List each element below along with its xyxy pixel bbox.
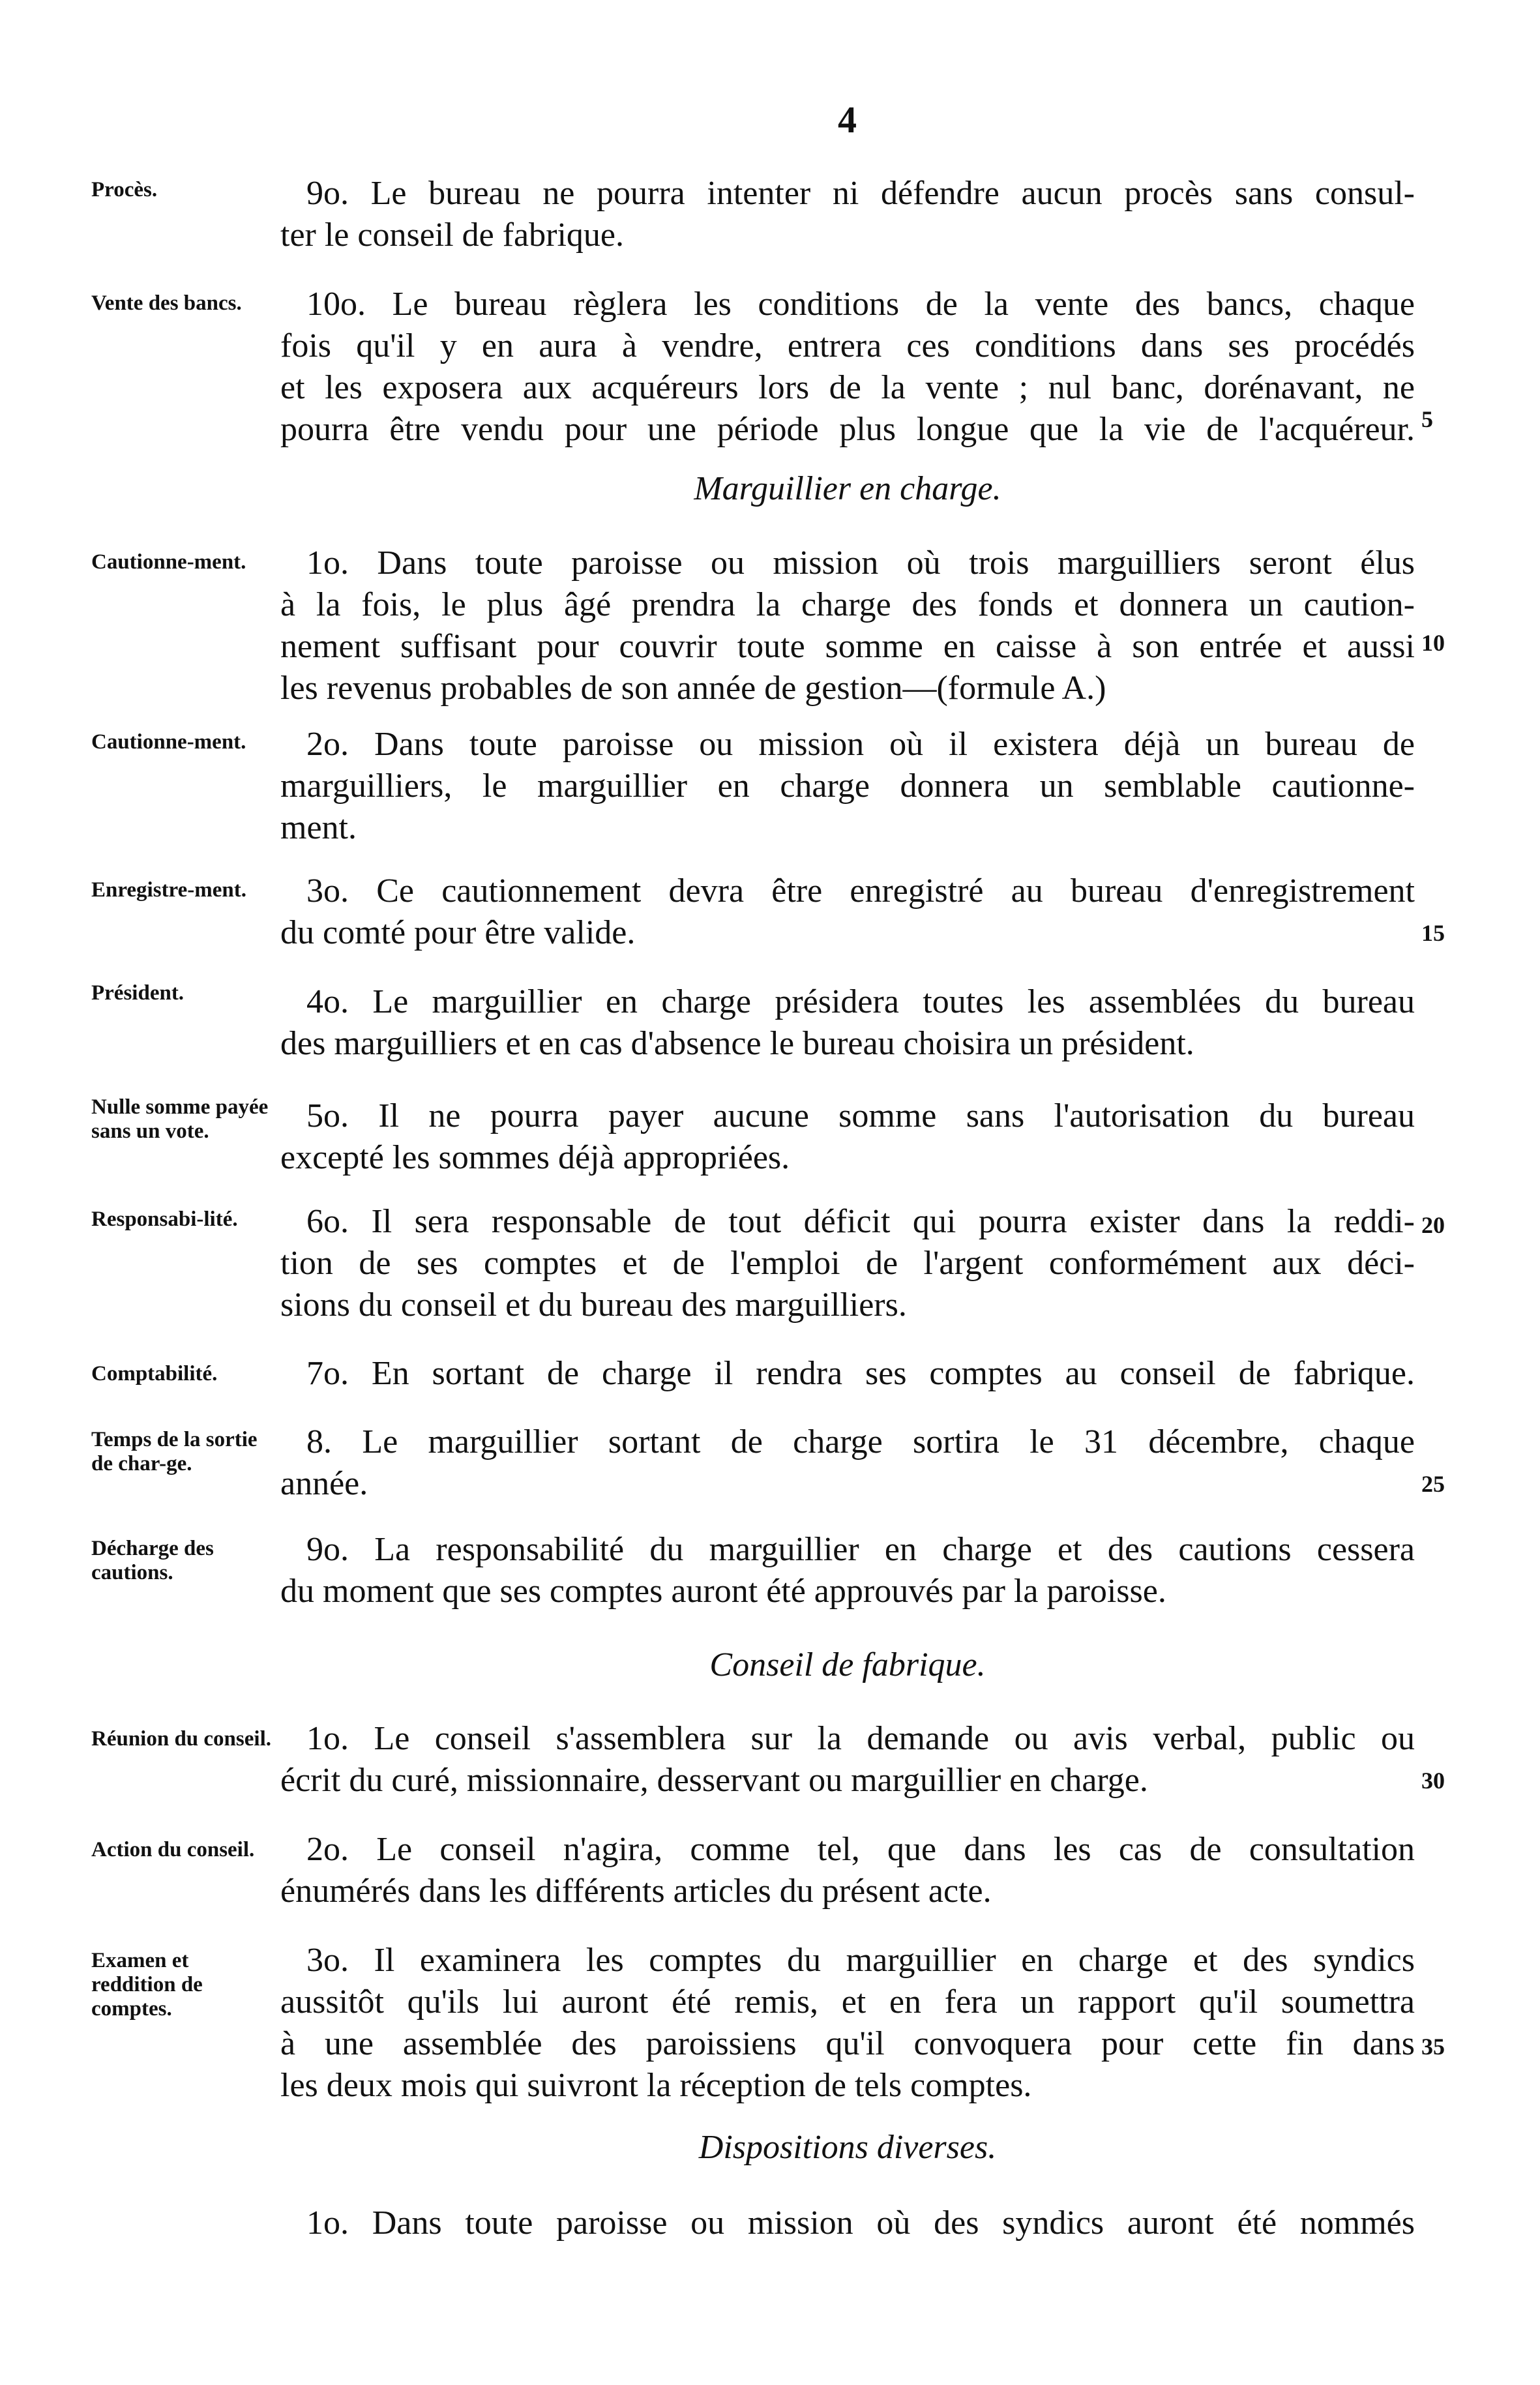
margin-note: Enregistre-ment.: [91, 878, 246, 902]
text-line: 9o. Le bureau ne pourra intenter ni défendre aucun procès sans consul-: [306, 175, 1415, 212]
text-line: aussitôt qu'ils lui auront été remis, et en fera un rapport qu'il soumettra: [280, 1983, 1415, 2021]
article-text: [280, 1940, 1415, 2107]
line-number-35: 35: [1421, 2034, 1445, 2060]
text-line: 3o. Ce cautionnement devra être enregistré au bureau d'enregistrement: [306, 872, 1415, 910]
line-number-5: 5: [1421, 406, 1433, 432]
text-line: les revenus probables de son année de gestion—(formule A.): [280, 670, 1106, 707]
article-text: [280, 1718, 1415, 1801]
article-text: [280, 1095, 1415, 1179]
section-heading-dispositions: Dispositions diverses.: [698, 2129, 997, 2166]
text-line: à la fois, le plus âgé prendra la charge des fonds et donnera un caution-: [280, 586, 1415, 623]
text-line: ment.: [280, 809, 357, 846]
text-line: 1o. Dans toute paroisse ou mission où trois marguilliers seront élus: [306, 544, 1415, 582]
article-text: [280, 1353, 1415, 1395]
text-line: pourra être vendu pour une période plus longue que la vie de l'acquéreur.: [280, 411, 1415, 448]
article-text: [280, 1421, 1415, 1505]
margin-note: Comptabilité.: [91, 1362, 218, 1385]
margin-note: Cautionne-ment.: [91, 550, 246, 574]
margin-note: Nulle somme payée sans un vote.: [91, 1095, 269, 1143]
article-text: [280, 284, 1415, 451]
article-text: [280, 542, 1415, 709]
margin-note: Responsabi-lité.: [91, 1207, 238, 1231]
text-line: les deux mois qui suivront la réception de tels comptes.: [280, 2067, 1032, 2104]
text-line: du comté pour être valide.: [280, 914, 636, 951]
text-line: 5o. Il ne pourra payer aucune somme sans l'autorisation du bureau: [306, 1097, 1415, 1134]
text-line: 7o. En sortant de charge il rendra ses comptes au conseil de fabrique.: [306, 1355, 1415, 1392]
margin-note: Président.: [91, 981, 185, 1005]
section-heading-conseil: Conseil de fabrique.: [709, 1646, 986, 1683]
text-line: 3o. Il examinera les comptes du marguillier en charge et des syndics: [306, 1942, 1415, 1979]
page-number: 4: [838, 98, 857, 141]
text-line: 1o. Dans toute paroisse ou mission où des syndics auront été nommés: [306, 2204, 1415, 2242]
article-text: [280, 1201, 1415, 1326]
text-line: du moment que ses comptes auront été approuvés par la paroisse.: [280, 1573, 1166, 1610]
text-line: 1o. Le conseil s'assemblera sur la demande ou avis verbal, public ou: [306, 1720, 1415, 1757]
margin-note: Action du conseil.: [91, 1838, 255, 1861]
text-line: écrit du curé, missionnaire, desservant ou marguillier en charge.: [280, 1762, 1148, 1799]
text-line: ter le conseil de fabrique.: [280, 216, 624, 254]
text-line: excepté les sommes déjà appropriées.: [280, 1139, 790, 1176]
line-number-25: 25: [1421, 1471, 1445, 1497]
text-line: tion de ses comptes et de l'emploi de l'argent conformément aux déci-: [280, 1245, 1415, 1282]
text-line: à une assemblée des paroissiens qu'il convoquera pour cette fin dans: [280, 2025, 1415, 2062]
margin-note: Examen et reddition de comptes.: [91, 1949, 203, 2021]
article-text: [280, 870, 1415, 954]
article-text: [280, 1529, 1415, 1612]
article-text: [280, 173, 1415, 256]
line-number-30: 30: [1421, 1768, 1445, 1794]
text-line: 2o. Le conseil n'agira, comme tel, que dans les cas de consultation: [306, 1831, 1415, 1868]
text-line: 2o. Dans toute paroisse ou mission où il existera déjà un bureau de: [306, 726, 1415, 763]
article-text: [280, 724, 1415, 849]
margin-note: Cautionne-ment.: [91, 730, 246, 754]
text-line: 9o. La responsabilité du marguillier en charge et des cautions cessera: [306, 1531, 1415, 1568]
margin-note: Décharge des cautions.: [91, 1537, 214, 1584]
text-line: 8. Le marguillier sortant de charge sortira le 31 décembre, chaque: [306, 1423, 1415, 1460]
article-text: [280, 981, 1415, 1065]
text-line: 4o. Le marguillier en charge présidera toutes les assemblées du bureau: [306, 983, 1415, 1020]
margin-note: Vente des bancs.: [91, 291, 242, 315]
text-line: marguilliers, le marguillier en charge donnera un semblable cautionne-: [280, 767, 1415, 805]
margin-note: Réunion du conseil.: [91, 1727, 271, 1751]
article-text: [280, 1829, 1415, 1912]
text-line: et les exposera aux acquéreurs lors de la vente ; nul banc, dorénavant, ne: [280, 369, 1415, 406]
text-line: des marguilliers et en cas d'absence le bureau choisira un président.: [280, 1025, 1194, 1062]
text-line: 6o. Il sera responsable de tout déficit qui pourra exister dans la reddi-: [306, 1203, 1415, 1240]
text-line: année.: [280, 1465, 368, 1502]
section-heading-marguillier: Marguillier en charge.: [694, 470, 1001, 507]
line-number-20: 20: [1421, 1212, 1445, 1238]
text-line: sions du conseil et du bureau des marguilliers.: [280, 1286, 907, 1324]
margin-note: Procès.: [91, 178, 158, 201]
text-line: nement suffisant pour couvrir toute somme en caisse à son entrée et aussi: [280, 628, 1415, 665]
article-text: [280, 2202, 1415, 2244]
line-number-10: 10: [1421, 630, 1445, 656]
text-line: énumérés dans les différents articles du présent acte.: [280, 1873, 992, 1910]
text-line: fois qu'il y en aura à vendre, entrera ces conditions dans ses procédés: [280, 327, 1415, 364]
line-number-15: 15: [1421, 920, 1445, 946]
text-line: 10o. Le bureau règlera les conditions de la vente des bancs, chaque: [306, 286, 1415, 323]
margin-note: Temps de la sortie de char-ge.: [91, 1428, 258, 1475]
